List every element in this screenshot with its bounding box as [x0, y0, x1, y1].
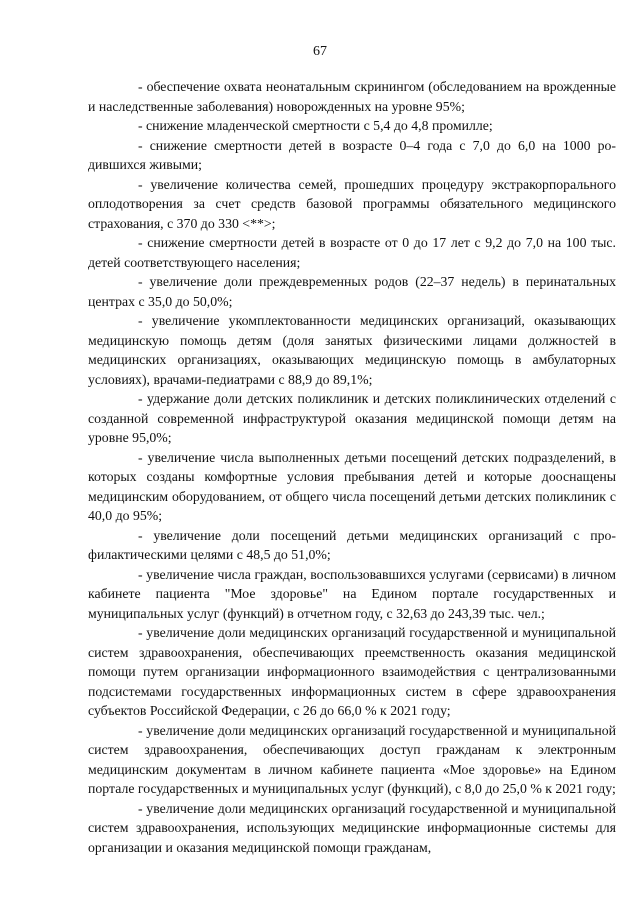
paragraph: - увеличение доли медицинских организаций государственной и муниципальной систем здравоохранения, обеспечивающих преемственность оказания медицинской помощи путем организации информационного взаимодействия с централизованными подсистемами государственных информационных систем в сфере здравоохранения субъектов Российской Федерации, с 26 до 66,0 % к 2021 году; [88, 625, 616, 718]
paragraph: - увеличение доли медицинских организаций государственной и муниципальной систем здравоохранения, использующих медицинские информационные системы для организации и оказания медицинской помощи гражданам, [88, 800, 616, 855]
paragraph: - снижение смертности детей в возрасте от 0 до 17 лет с 9,2 до 7,0 на 100 тыс. детей соответствующего населения; [88, 235, 616, 270]
paragraph: - увеличение укомплектованности медицинских организаций, оказывающих медицинскую помощь детям (доля занятых физическими лицами должностей в медицинских организациях, оказывающих медицинскую помощь в амбулаторных условиях), врачами-педиатрами с 88,9 до 89,1%; [88, 313, 616, 387]
paragraph: - увеличение доли преждевременных родов (22–37 недель) в перинатальных центрах с 35,0 до 50,0%; [88, 274, 616, 309]
document-body [88, 77, 616, 857]
paragraph: - увеличение числа выполненных детьми посещений детских подразделений, в которых созданы комфортные условия пребывания детей и которые дооснащены медицинским оборудованием, от общего числа посещений детьми детских поликлиник с 40,0 до 95%; [88, 449, 616, 523]
paragraph: - увеличение доли посещений детьми медицинских организаций с профилактическими целями с 48,5 до 51,0%; [88, 527, 616, 562]
paragraph: - увеличение доли медицинских организаций государственной и муниципальной систем здравоохранения, обеспечивающих доступ гражданам к электронным медицинским документам в личном кабинете пациента «Мое здоровье» на Едином портале государственных и муниципальных услуг (функций), с 8,0 до 25,0 % к 2021 году; [88, 722, 616, 796]
paragraph: - снижение смертности детей в возрасте 0–4 года с 7,0 до 6,0 на 1000 родившихся живыми; [88, 137, 616, 172]
paragraph: - увеличение числа граждан, воспользовавшихся услугами (сервисами) в личном кабинете пациента "Мое здоровье" на Едином портале государственных и муниципальных услуг (функций) в отчетном году, с 32,63 до 243,39 тыс. чел.; [88, 566, 616, 621]
paragraph: - обеспечение охвата неонатальным скринингом (обследованием на врожденные и наследственные заболевания) новорожденных на уровне 95%; [88, 79, 616, 114]
paragraph: - увеличение количества семей, прошедших процедуру экстракорпорального оплодотворения за счет средств базовой программы обязательного медицинского страхования, с 370 до 330 <**>; [88, 176, 616, 231]
paragraph: - снижение младенческой смертности с 5,4 до 4,8 промилле; [138, 118, 493, 133]
page-number: 67 [313, 44, 327, 59]
paragraph: - удержание доли детских поликлиник и детских поликлинических отделений с созданной современной инфраструктурой оказания медицинской помощи детям на уровне 95,0%; [88, 391, 616, 445]
